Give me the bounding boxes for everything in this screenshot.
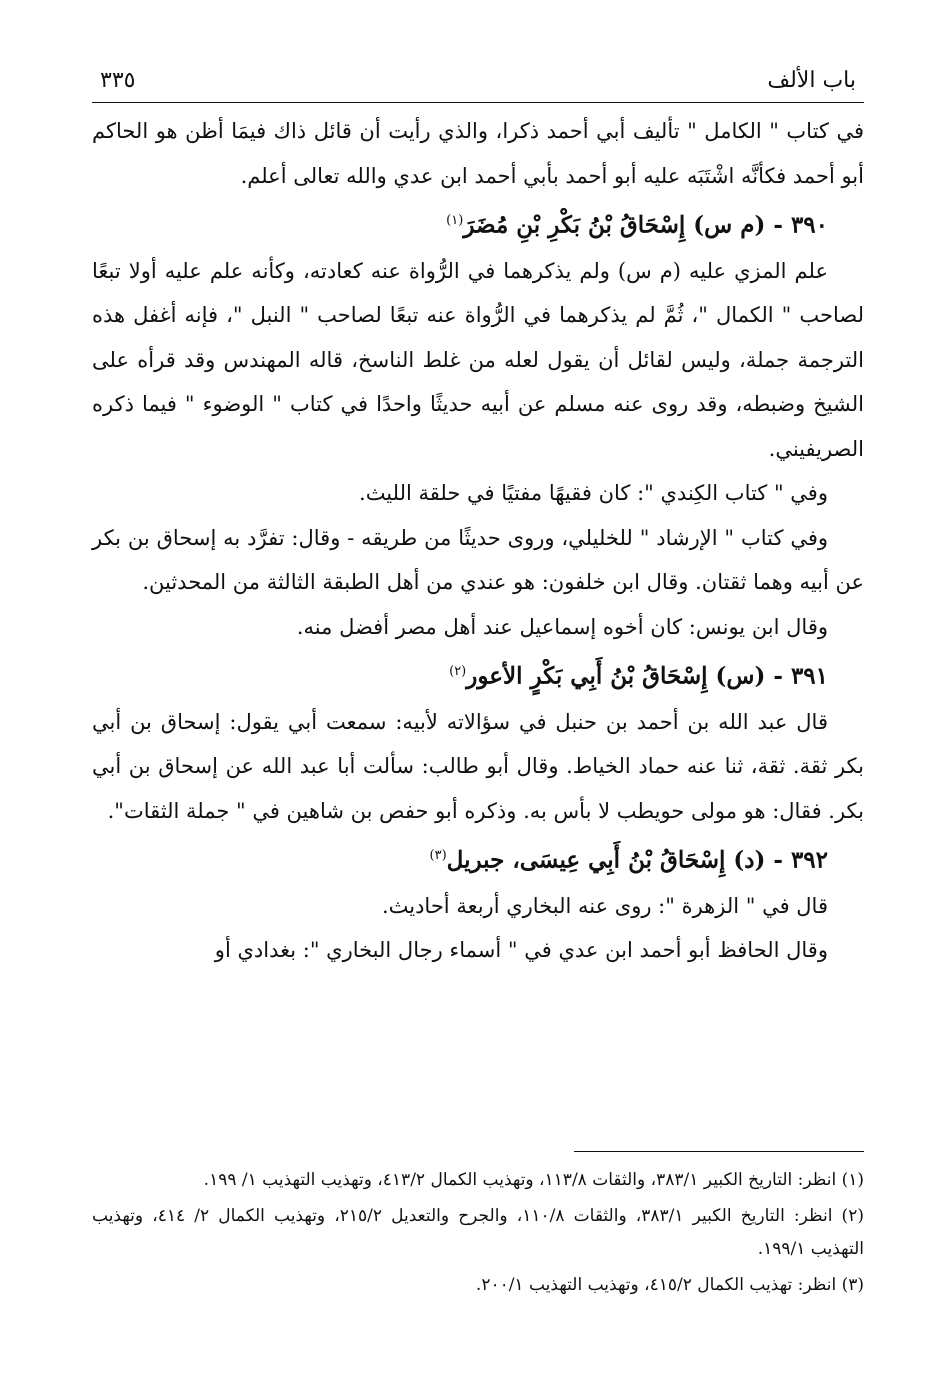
entry-title: ٣٩٠ - (م س) إِسْحَاقُ بْنُ بَكْرِ بْنِ مُضَرَ: [463, 211, 828, 239]
paragraph: قال في " الزهرة ": روى عنه البخاري أربعة أحاديث.: [381, 893, 828, 918]
footnote-3: (٣) انظر: تهذيب الكمال ٤١٥/٢، وتهذيب التهذيب ٢٠٠/١.: [475, 1275, 864, 1295]
entry-title: ٣٩١ - (س) إِسْحَاقُ بْنُ أَبِي بَكْرٍ الأعور: [466, 662, 828, 690]
paragraph-continuation: في كتاب " الكامل " تأليف أبي أحمد ذكرا، والذي رأيت أن قائل ذاك فيمَا أظن هو الحاكم أبو أحمد فكأنَّه اشْتَبَه عليه أبو أحمد بأبي أحمد ابن عدي والله تعالى أعلم.: [92, 119, 864, 188]
paragraph: قال عبد الله بن أحمد بن حنبل في سؤالاته لأبيه: سمعت أبي يقول: إسحاق بن أبي بكر ثقة. ثقة، ثنا عنه حماد الخياط. وقال أبو طالب: سألت أبا عبد الله عن إسحاق بن أبي بكر. فقال: هو مولى حويطب لا بأس به. وذكره أبو حفص بن شاهين في " جملة الثقات".: [92, 709, 864, 823]
paragraph: وفي كتاب " الإرشاد " للخليلي، وروى حديثًا من طريقه - وقال: تفرَّد به إسحاق بن بكر عن أبيه وهما ثقتان. وقال ابن خلفون: هو عندي من أهل الطبقة الثالثة من المحدثين.: [92, 525, 864, 595]
entry-title: ٣٩٢ - (د) إِسْحَاقُ بْنُ أَبِي عِيسَى، جبريل: [446, 846, 828, 874]
paragraph: وقال ابن يونس: كان أخوه إسماعيل عند أهل مصر أفضل منه.: [296, 614, 828, 639]
page-header: [92, 56, 864, 96]
paragraph: وقال الحافظ أبو أحمد ابن عدي في " أسماء رجال البخاري ": بغدادي أو: [214, 938, 828, 963]
entry-heading-390: [92, 198, 864, 249]
entry-heading-392: [92, 833, 864, 884]
paragraph: علم المزي عليه (م س) ولم يذكرهما في الرُّواة عنه كعادته، وكأنه علم عليه أولا تبعًا لصاحب " الكمال "، ثُمَّ لم يذكرهما في الرُّواة عنه تبعًا لصاحب " النبل "، فإنه أغفل هذه الترجمة جملة، وليس لقائل أن يقول لعله من غلط الناسخ، قاله المهندس وقد قرأه على الشيخ وضبطه، وقد روى عنه مسلم عن أبيه حديثًا واحدًا في كتاب " الوضوء " فيما ذكره الصريفيني.: [92, 258, 864, 461]
main-text: [92, 109, 864, 973]
footnote-divider: [574, 1151, 864, 1152]
footnote-2: (٢) انظر: التاريخ الكبير ٣٨٣/١، والثقات ١١٠/٨، والجرح والتعديل ٢١٥/٢، وتهذيب الكمال ٢/ ٤١٤، وتهذيب التهذيب ١٩٩/١.: [92, 1206, 864, 1259]
entry-heading-391: [92, 649, 864, 700]
chapter-title: باب الألف: [767, 68, 856, 93]
footnote-marker: (٢): [449, 664, 467, 680]
footnotes: [92, 1164, 864, 1305]
footnote-marker: (١): [446, 213, 464, 228]
footnote-1: (١) انظر: التاريخ الكبير ٣٨٣/١، والثقات ١١٣/٨، وتهذيب الكمال ٤١٣/٢، وتهذيب التهذيب ١/ ١٩٩.: [203, 1170, 864, 1190]
page-number: ٣٣٥: [100, 68, 136, 93]
footnote-marker: (٣): [429, 848, 447, 864]
header-divider: [92, 102, 864, 103]
paragraph: وفي " كتاب الكِندي ": كان فقيهًا مفتيًا في حلقة الليث.: [359, 481, 828, 506]
book-page: [92, 56, 864, 1295]
